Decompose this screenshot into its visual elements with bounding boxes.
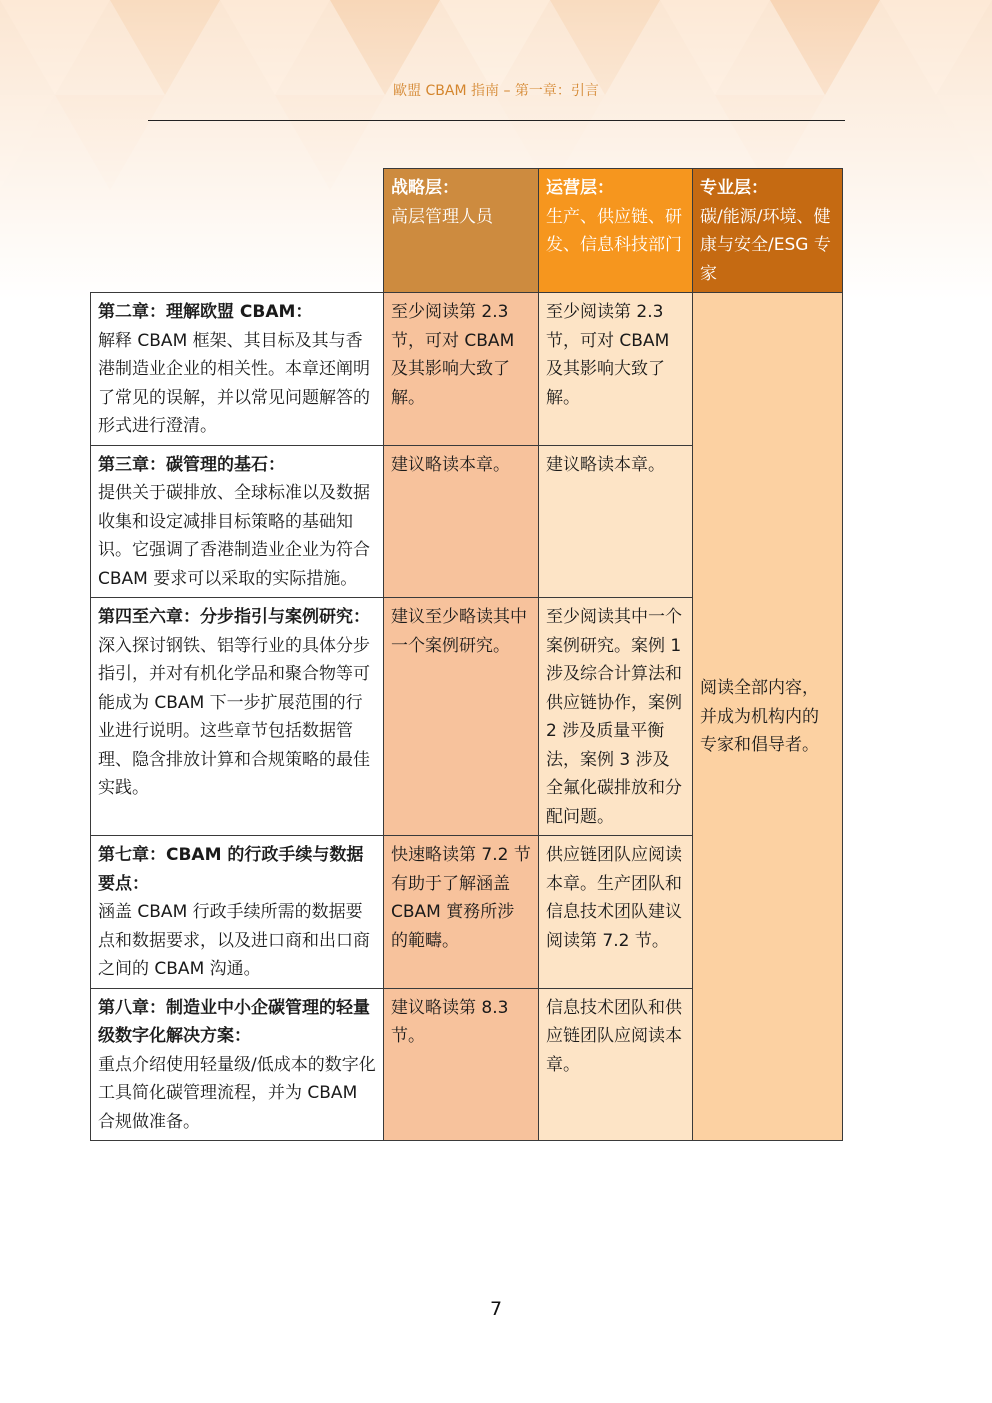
reading-guide-table (90, 168, 843, 1141)
strategic-cell: 建议略读第 8.3 节。 (384, 988, 539, 1141)
chapter-cell (91, 836, 384, 989)
operational-cell: 至少阅读其中一个案例研究。案例 1 涉及综合计算法和供应链协作，案例 2 涉及质量平衡法，案例 3 涉及全氟化碳排放和分配问题。 (539, 598, 693, 836)
chapter-description: 深入探讨钢铁、铝等行业的具体分步指引，并对有机化学品和聚合物等可能成为 CBAM 下一步扩展范围的行业进行说明。这些章节包括数据管理、隐含排放计算和合规策略的最佳实践。 (98, 635, 370, 798)
header-divider (148, 120, 845, 121)
operational-cell: 供应链团队应阅读本章。生产团队和信息技术团队建议阅读第 7.2 节。 (539, 836, 693, 989)
chapter-description: 提供关于碳排放、全球标准以及数据收集和设定减排目标策略的基础知识。它强调了香港制造业企业为符合 CBAM 要求可以采取的实际措施。 (98, 483, 370, 589)
chapter-cell (91, 988, 384, 1141)
column-header-subtitle: 生产、供应链、研发、信息科技部门 (546, 206, 682, 255)
column-header-title: 专业层： (700, 178, 768, 198)
chapter-title: 第四至六章：分步指引与案例研究： (98, 607, 370, 627)
chapter-description: 涵盖 CBAM 行政手续所需的数据要点和数据要求，以及进口商和出口商之间的 CBAM 沟通。 (98, 902, 370, 979)
strategic-cell: 至少阅读第 2.3 节，可对 CBAM 及其影响大致了解。 (384, 293, 539, 446)
operational-cell: 建议略读本章。 (539, 445, 693, 598)
column-header-professional (693, 169, 843, 293)
column-header-title: 运营层： (546, 178, 614, 198)
strategic-cell: 快速略读第 7.2 节有助于了解涵盖 CBAM 實務所涉的範疇。 (384, 836, 539, 989)
strategic-cell: 建议略读本章。 (384, 445, 539, 598)
chapter-cell (91, 598, 384, 836)
column-header-subtitle: 高层管理人员 (391, 206, 493, 227)
chapter-title: 第三章：碳管理的基石： (98, 454, 285, 475)
table-header-row (91, 169, 843, 293)
column-header-strategic (384, 169, 539, 293)
column-header-operational (539, 169, 693, 293)
operational-cell: 信息技术团队和供应链团队应阅读本章。 (539, 988, 693, 1141)
chapter-title: 第二章：理解欧盟 CBAM： (98, 302, 313, 322)
professional-cell-merged: 阅读全部内容，并成为机构内的专家和倡导者。 (693, 293, 843, 1141)
page-number: 7 (489, 1298, 503, 1320)
table-row-chapter-2 (91, 293, 843, 446)
column-header-subtitle: 碳/能源/环境、健康与安全/ESG 专家 (700, 206, 831, 284)
running-header: 歐盟 CBAM 指南 – 第一章：引言 (393, 83, 599, 99)
column-header-title: 战略层： (391, 178, 459, 198)
chapter-cell (91, 293, 384, 446)
chapter-title: 第八章：制造业中小企碳管理的轻量级数字化解决方案： (98, 997, 370, 1046)
chapter-description: 重点介绍使用轻量级/低成本的数字化工具简化碳管理流程，并为 CBAM 合规做准备。 (98, 1054, 376, 1132)
table-corner-blank (91, 169, 384, 293)
operational-cell: 至少阅读第 2.3 节，可对 CBAM 及其影响大致了解。 (539, 293, 693, 446)
chapter-cell (91, 445, 384, 598)
chapter-description: 解释 CBAM 框架、其目标及其与香港制造业企业的相关性。本章还阐明了常见的误解，并以常见问题解答的形式进行澄清。 (98, 330, 370, 436)
strategic-cell: 建议至少略读其中一个案例研究。 (384, 598, 539, 836)
chapter-title: 第七章：CBAM 的行政手续与数据要点： (98, 845, 364, 894)
